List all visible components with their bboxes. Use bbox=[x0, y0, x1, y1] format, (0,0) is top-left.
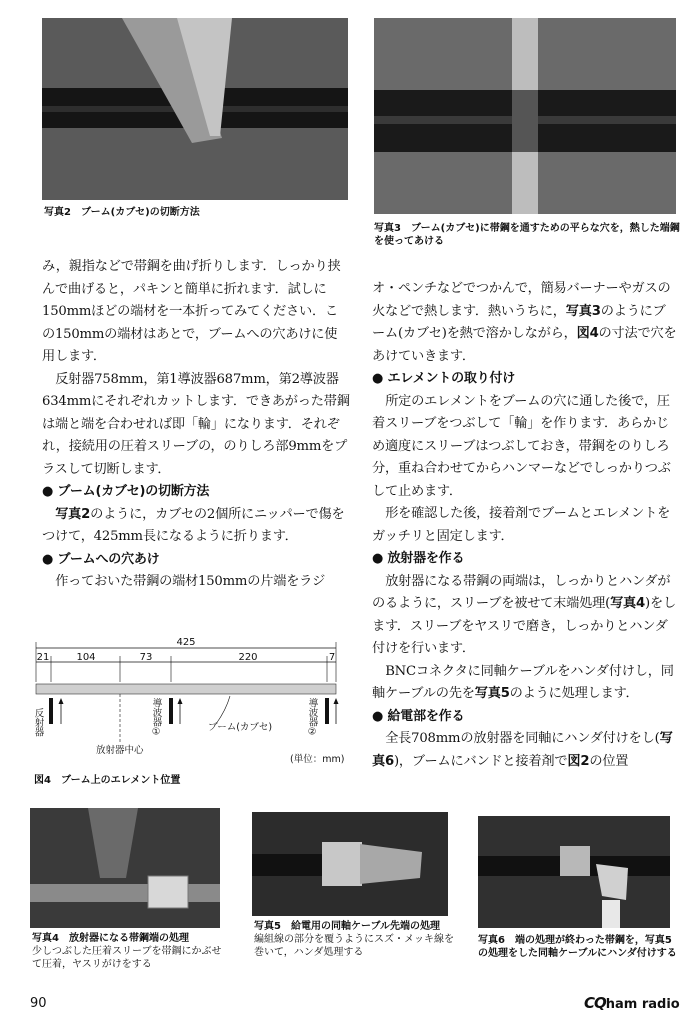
boom-bar bbox=[36, 684, 336, 694]
ref-photo-4: 写真4 bbox=[610, 596, 646, 611]
left-para-4: 作っておいた帯鋼の端材150mmの片端をラジ bbox=[55, 574, 326, 589]
photo-3-caption: 写真3 ブーム(カブセ)に帯鋼を通すための平らな穴を，熱した端鋼を使ってあける bbox=[374, 223, 680, 247]
photo-5 bbox=[252, 812, 448, 916]
right-para-6: 全長708mmの放射器を同軸にハンダ付けをし(写真6)，ブームにバンドと接着剤で図2の位置 bbox=[372, 731, 673, 769]
right-para-2: 所定のエレメントをブームの穴に通した後で，圧着スリーブをつぶして「輪」を作ります．あらかじめ適度にスリーブはつぶしておき，帯鋼をのりしろ分，重ね合わせてからハンマーなどでしっかりつぶして止めます． bbox=[372, 393, 671, 499]
ref-figure-4: 図4 bbox=[576, 326, 599, 341]
ref-photo-2: 写真2 bbox=[55, 506, 91, 522]
heading-boom-cutting: ● ブーム(カブセ)の切断方法 bbox=[42, 484, 210, 499]
photo-3 bbox=[374, 18, 676, 214]
photo-4-caption: 写真4 放射器になる帯鋼端の処理 少しつぶした圧着スリーブを帯鋼にかぶせて圧着，ヤスリがけをする bbox=[32, 933, 222, 970]
dim-seg-1: 21 bbox=[36, 652, 50, 663]
heading-element-mounting: ● エレメントの取り付け bbox=[372, 371, 516, 386]
label-radiator-center: 放射器中心 bbox=[96, 745, 144, 756]
dim-seg-5: 7 bbox=[328, 652, 336, 663]
heading-make-feedpoint: ● 給電部を作る bbox=[372, 708, 465, 724]
magazine-logo bbox=[584, 994, 680, 1012]
photo-6 bbox=[478, 816, 670, 928]
photo-2 bbox=[42, 18, 348, 200]
logo-cq: CQ bbox=[584, 994, 606, 1012]
ref-figure-2: 図2 bbox=[567, 753, 590, 769]
figure-4-caption: 図4 ブーム上のエレメント位置 bbox=[34, 775, 181, 786]
dim-seg-2: 104 bbox=[76, 652, 96, 663]
photo-4 bbox=[30, 808, 220, 928]
director-2-mark bbox=[325, 698, 329, 724]
right-para-4: 放射器になる帯鋼の両端は，しっかりとハンダがのるように，スリーブを被せて末端処理(写真4)をします．スリーブをヤスリで磨き，しっかりとハンダ付けを行います． bbox=[372, 573, 676, 656]
ref-photo-6: 写真6 bbox=[372, 731, 673, 769]
label-director-2: 導波器② bbox=[306, 698, 318, 738]
photo-6-image bbox=[478, 816, 670, 928]
photo-2-caption: 写真2 ブーム(カブセ)の切断方法 bbox=[44, 207, 200, 218]
director-1-mark bbox=[169, 698, 173, 724]
photo-4-image bbox=[30, 808, 220, 928]
logo-text: ham radio bbox=[605, 997, 680, 1012]
right-column bbox=[372, 278, 678, 773]
label-unit: (単位：mm) bbox=[290, 754, 345, 765]
right-para-3: 形を確認した後，接着剤でブームとエレメントをガッチリと固定します． bbox=[372, 506, 671, 544]
reflector-mark bbox=[49, 698, 53, 724]
dim-total: 425 bbox=[176, 637, 196, 648]
label-reflector: 反射器 bbox=[32, 708, 44, 737]
photo-5-image bbox=[252, 812, 448, 916]
ref-photo-5: 写真5 bbox=[474, 686, 510, 701]
left-para-3: 写真2のように，カブセの2個所にニッパーで傷をつけて，425mm長になるように折ります． bbox=[42, 506, 345, 544]
dim-seg-4: 220 bbox=[238, 652, 258, 663]
right-para-5: BNCコネクタに同軸ケーブルをハンダ付けし，同軸ケーブルの先を写真5のように処理します． bbox=[372, 663, 674, 701]
heading-make-radiator: ● 放射器を作る bbox=[372, 551, 465, 566]
left-column bbox=[42, 256, 350, 594]
left-para-2: 反射器758mm，第1導波器687mm，第2導波器634mmにそれぞれカットします．できあがった帯鋼は端と端を合わせれば即「輪」になります．それぞれ，接続用の圧着スリーブの，のりしろ部9mmをプラスして切断します． bbox=[42, 371, 350, 477]
ref-photo-3: 写真3 bbox=[565, 303, 601, 319]
right-para-1: オ・ペンチなどでつかんで，簡易バーナーやガスの火などで熱します．熱いうちに，写真3のようにブーム(カブセ)を熱で溶かしながら，図4の寸法で穴をあけていきます． bbox=[372, 281, 677, 364]
heading-boom-drilling: ● ブームへの穴あけ bbox=[42, 551, 160, 567]
photo-2-image bbox=[42, 18, 348, 200]
label-director-1: 導波器① bbox=[150, 698, 162, 738]
label-boom: ブーム(カブセ) bbox=[208, 722, 273, 733]
photo-3-image bbox=[374, 18, 676, 214]
figure-4-diagram bbox=[30, 634, 350, 774]
page-number: 90 bbox=[30, 996, 47, 1011]
photo-6-caption: 写真6 端の処理が終わった帯鋼を，写真5の処理をした同軸ケーブルにハンダ付けする bbox=[478, 935, 677, 959]
photo-5-caption: 写真5 給電用の同軸ケーブル先端の処理 編組線の部分を覆うようにスズ・メッキ線を巻いて，ハンダ処理する bbox=[254, 921, 454, 958]
dim-seg-3: 73 bbox=[139, 652, 153, 663]
left-para-1: み，親指などで帯鋼を曲げ折りします．しっかり挟んで曲げると，パキンと簡単に折れます．試しに150mmほどの端材を一本折ってみてください．この150mmの端材はあとで，ブームへの穴あけに使用します． bbox=[42, 259, 341, 364]
